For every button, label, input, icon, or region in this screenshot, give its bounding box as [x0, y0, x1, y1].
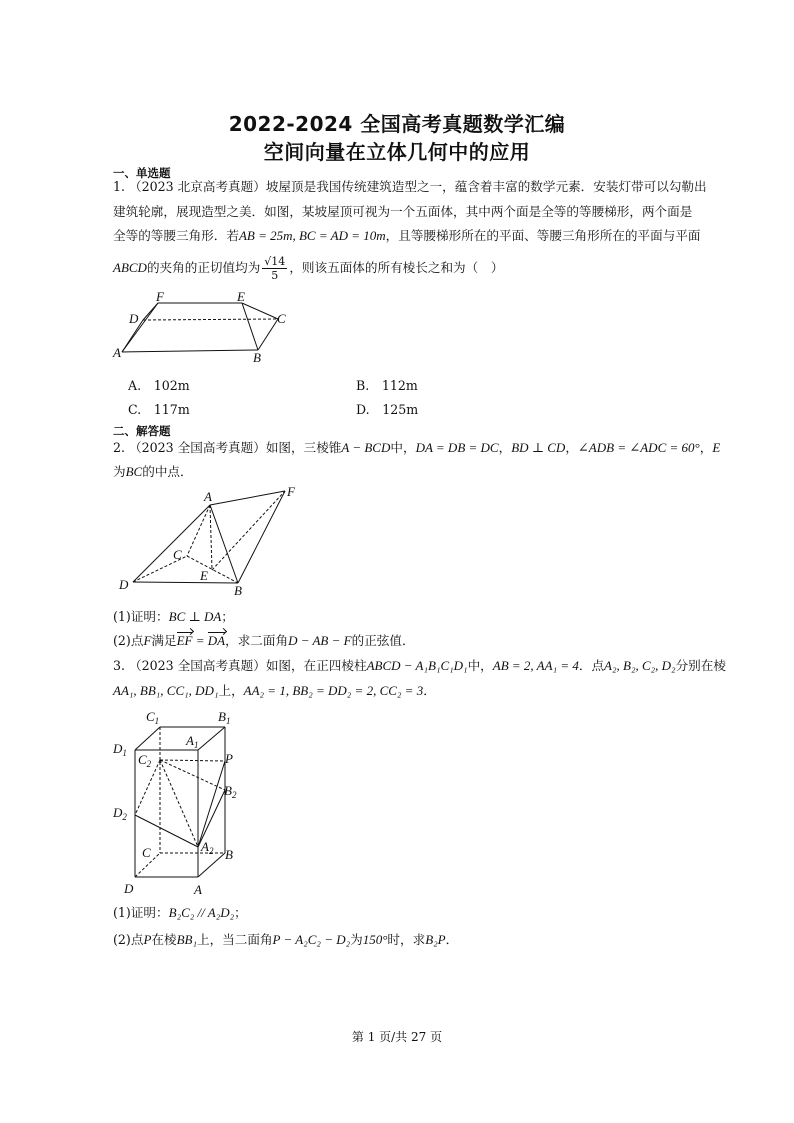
q2-label-C: C [173, 547, 182, 562]
q2-label-D: D [119, 577, 129, 592]
q1-line-3-text-b: ，且等腰梯形所在的平面、等腰三角形所在的平面与平面 [385, 228, 701, 243]
q3-line-2-text-a: 上， [218, 683, 244, 698]
q3-edge-C2B2 [160, 760, 225, 790]
q2-text-d: ， [565, 440, 578, 455]
q3-label-B2: $B_2$ [224, 783, 237, 800]
q3-text-a: 3. （2023 全国高考真题）如图，在正四棱柱 [113, 658, 367, 673]
q3-label-C2: $C_2$ [138, 752, 152, 769]
q3-part-2-math-P: P [143, 932, 152, 947]
q3-text-d: 分别在棱 [675, 658, 726, 673]
q3-line-1 [113, 658, 726, 674]
q2-math-4: ∠ADB = ∠ADC = 60° [577, 440, 700, 455]
q3-label-C1: $C_1$ [146, 709, 160, 726]
q1-label-E: E [237, 290, 245, 304]
q3-label-D2: $D_2$ [113, 805, 127, 822]
q2-part-2-text-a: (2)点 [113, 633, 144, 648]
q3-edge-D1C1 [135, 727, 160, 750]
q3-part-1-text-a: (1)证明： [113, 905, 169, 920]
q3-part-2-text-a: (2)点 [113, 932, 144, 947]
q2-edge-DB [133, 582, 238, 583]
section-single-choice: 一、单选题 [113, 166, 171, 180]
q2-text-a: 2. （2023 全国高考真题）如图，三棱锥 [113, 440, 342, 455]
q2-part-1 [113, 609, 688, 625]
q1-label-A: A [113, 345, 121, 360]
q2-line-1 [113, 440, 721, 456]
q3-line-2 [113, 683, 688, 699]
q2-vector-equals: = [192, 633, 208, 648]
q3-math-3: A₂, B₂, C₂, D₂ [604, 658, 676, 673]
q1-line-4-math: ABCD [113, 260, 147, 275]
q3-edge-C2A2 [160, 760, 198, 847]
q3-part-1-math: B₂C₂ // A₂D₂ [168, 905, 235, 920]
q2-line-2 [113, 464, 688, 480]
q2-edge-AE [210, 505, 212, 570]
q3-part-1 [113, 905, 688, 921]
q3-edge-C2P [160, 760, 225, 761]
q2-text-b: 中， [390, 440, 416, 455]
q3-label-A2: $A_2$ [201, 839, 214, 856]
q1-fraction-numerator: √14 [264, 255, 286, 268]
q1-edge-AF [122, 303, 158, 352]
q3-text-b: 中， [467, 658, 493, 673]
q3-part-2-text-e: 时，求 [387, 932, 426, 947]
q3-math-1: ABCD − A₁B₁C₁D₁ [366, 658, 468, 673]
q1-option-b[interactable]: B. 112m [356, 378, 418, 393]
q1-label-C: C [277, 311, 286, 326]
q3-label-P: P [225, 751, 233, 766]
q3-label-D1: $D_1$ [113, 741, 127, 758]
q2-line-2-text-b: 的中点． [142, 464, 193, 479]
q1-line-4-text-b: ，则该五面体的所有棱长之和为（ ） [289, 260, 504, 275]
q3-part-2-text-d: 为 [350, 932, 363, 947]
q1-option-a[interactable]: A. 102m [128, 378, 190, 393]
q2-label-E: E [200, 568, 208, 583]
q2-label-A: A [204, 489, 212, 504]
q3-label-B: B [225, 847, 233, 862]
q2-figure [115, 484, 305, 596]
q2-math-2: DA = DB = DC [415, 440, 499, 455]
q2-line-2-math: BC [125, 464, 143, 479]
q3-edge-AB [198, 853, 225, 877]
q3-part-2-math-target: B₂P [425, 932, 446, 947]
q1-fraction [262, 255, 287, 282]
q3-part-2-text-f: ． [445, 932, 459, 947]
q1-line-4-text-a: 的夹角的正切值均为 [146, 260, 261, 275]
q3-edge-A1B1 [198, 727, 225, 750]
q2-part-2-text-d: 的正弦值． [351, 633, 415, 648]
q3-text-c: ．点 [578, 658, 605, 673]
title-line-1: 2022-2024 全国高考真题数学汇编 [228, 112, 566, 136]
q2-edge-BF [238, 491, 285, 583]
q3-part-1-text-b: ； [234, 905, 247, 920]
q1-edge-BC [258, 319, 278, 350]
q2-part-2-math-F: F [143, 633, 152, 648]
q2-part-2-math-angle: D − AB − F [288, 633, 352, 648]
q1-line-2: 建筑轮廓，展现造型之美．如图，某坡屋顶可视为一个五面体，其中两个面是全等的等腰梯形，两个面是 [113, 204, 693, 219]
q3-part-2-text-b: 在棱 [151, 932, 177, 947]
q2-part-1-text-b: ； [221, 609, 234, 624]
q3-math-2: AB = 2, AA₁ = 4 [492, 658, 579, 673]
q1-label-B: B [253, 350, 261, 365]
q2-math-5: E [712, 440, 721, 455]
q2-edge-AC [187, 505, 210, 556]
q2-part-2-text-c: ，求二面角 [225, 633, 289, 648]
q1-line-3-math: AB = 25m, BC = AD = 10m [238, 228, 386, 243]
q1-line-4 [113, 255, 688, 282]
q2-math-3: BD ⊥ CD [511, 440, 566, 455]
q1-edge-DC [143, 319, 278, 320]
q1-edge-CE [242, 303, 278, 319]
q3-line-2-math-2: AA₂ = 1, BB₂ = DD₂ = 2, CC₂ = 3 [243, 683, 424, 698]
q1-edge-BE [242, 303, 258, 350]
q1-fraction-denominator: 5 [271, 269, 279, 282]
q3-line-2-text-b: ． [423, 683, 436, 698]
q2-edge-DA [133, 505, 210, 582]
q3-part-2-math-degrees: 150° [362, 932, 388, 947]
q2-part-2 [113, 633, 688, 649]
q1-edge-AB [122, 350, 258, 352]
q3-part-2 [113, 932, 688, 948]
q3-label-D: D [124, 881, 134, 896]
q1-label-F: F [156, 290, 164, 304]
q2-part-1-text-a: (1)证明： [113, 609, 169, 624]
q3-edge-D2A2 [135, 815, 198, 847]
title-line-2: 空间向量在立体几何中的应用 [263, 140, 531, 164]
q1-option-c[interactable]: C. 117m [128, 402, 190, 417]
q2-label-F: F [287, 484, 295, 499]
q3-figure [108, 705, 248, 900]
q1-line-1: 1. （2023 北京高考真题）坡屋顶是我国传统建筑造型之一，蕴含着丰富的数学元素．安装灯带可以勾勒出 [113, 179, 707, 194]
q2-math-1: A − BCD [341, 440, 391, 455]
q2-text-e: ， [699, 440, 713, 455]
section-answers: 二、解答题 [113, 424, 171, 438]
q3-line-2-math-1: AA₁, BB₁, CC₁, DD₁ [113, 683, 219, 698]
q3-edge-A2P [198, 761, 225, 847]
q3-label-B1: $B_1$ [218, 709, 231, 726]
q1-label-D: D [129, 311, 139, 326]
q2-edge-AB [210, 505, 238, 583]
q3-part-2-math-edge: BB₁ [176, 932, 197, 947]
q1-option-d[interactable]: D. 125m [356, 402, 419, 417]
q3-label-A1: $A_1$ [186, 733, 199, 750]
q2-vector-DA: DA [207, 633, 226, 648]
q2-part-2-text-b: 满足 [151, 633, 177, 648]
q1-line-3 [113, 228, 701, 244]
q1-edge-DF [143, 303, 158, 320]
q1-figure [110, 290, 295, 365]
q3-part-2-text-c: 上，当二面角 [196, 932, 273, 947]
q3-part-2-math-angle: P − A₂C₂ − D₂ [272, 932, 351, 947]
q1-line-3-text-a: 全等的等腰三角形．若 [113, 228, 239, 243]
q2-vector-EF: EF [176, 633, 193, 648]
q2-line-2-text-a: 为 [113, 464, 126, 479]
q2-text-c: ， [498, 440, 512, 455]
q2-label-B: B [234, 583, 242, 596]
q3-label-A: A [194, 882, 202, 897]
q2-part-1-math: BC ⊥ DA [168, 609, 222, 624]
q3-label-C: C [142, 845, 151, 860]
page-footer: 第 1 页/共 27 页 [351, 1030, 443, 1044]
